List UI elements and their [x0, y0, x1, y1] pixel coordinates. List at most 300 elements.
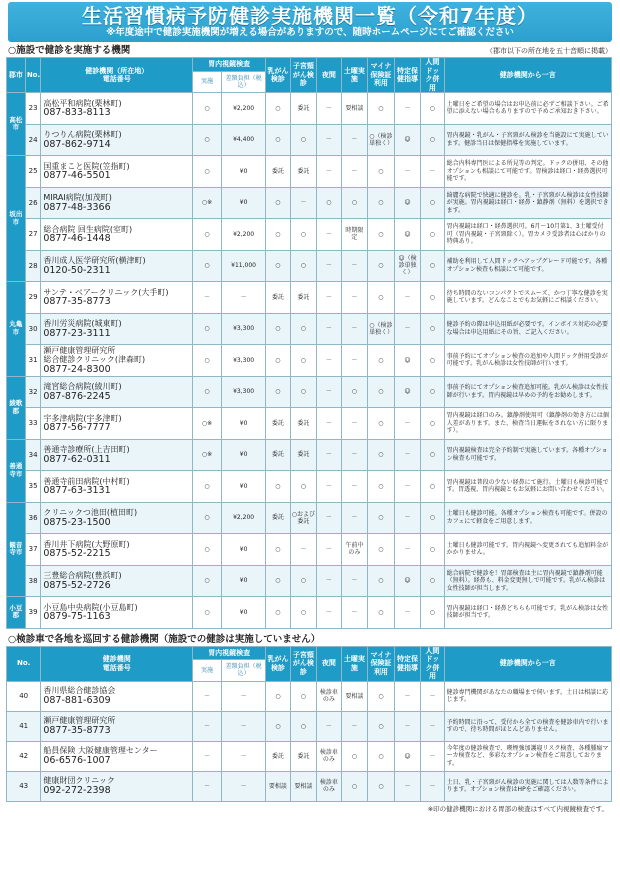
saturday-cell: 要相談	[341, 681, 368, 711]
endoscopy-cell: －	[193, 741, 222, 771]
col-fee: 差額負担（税込）	[221, 71, 265, 92]
night-cell: －	[317, 439, 341, 471]
endoscopy-cell: ○	[193, 219, 222, 251]
endoscopy-cell: ○※	[193, 187, 222, 219]
row-number: 30	[25, 313, 41, 345]
saturday-cell: －	[341, 711, 368, 741]
row-number: 26	[25, 187, 41, 219]
comment-cell: 土日、乳・子宮頸がん検診の実施に関しては人数等条件によります。オプション検査はHPをご確認ください。	[444, 771, 611, 801]
mynumber-cell: ○	[368, 471, 395, 503]
facility-name: 船員保険 大阪健康管理センター	[43, 746, 158, 756]
col-saturday: 土曜実施	[341, 58, 368, 93]
page-subtitle: ※年度途中で健診実施機関が増える場合がありますので、随時ホームページにてご確認ください	[106, 27, 514, 38]
uterine-cell: －	[290, 187, 317, 219]
fee-cell: －	[221, 282, 265, 314]
mynumber-cell: ○	[368, 282, 395, 314]
facility-tel: 087-881-6309	[43, 694, 111, 706]
uterine-cell: ○	[290, 597, 317, 629]
row-number: 34	[25, 439, 41, 471]
dock-cell: ○	[421, 219, 444, 251]
guidance-cell: －	[394, 502, 421, 534]
facility-table-body	[7, 93, 612, 629]
mynumber-cell: ○	[368, 93, 395, 125]
col-night: 夜間	[317, 58, 341, 93]
facility-tel: 0877-63-3131	[43, 485, 111, 496]
fee-cell: ¥2,200	[221, 219, 265, 251]
saturday-cell: 午前中のみ	[341, 534, 368, 566]
guidance-cell: －	[394, 597, 421, 629]
row-number: 38	[25, 565, 41, 597]
guidance-cell: －	[394, 471, 421, 503]
col-breast: 乳がん検診	[266, 58, 290, 93]
facility-tel: 0877-46-1448	[43, 233, 111, 244]
row-number: 39	[25, 597, 41, 629]
breast-cell: ○	[266, 681, 290, 711]
facility-tel: 0877-62-0311	[43, 453, 111, 465]
col2-breast: 乳がん検診	[266, 646, 290, 681]
mynumber-cell: ○	[368, 711, 395, 741]
endoscopy-cell: ○	[193, 376, 222, 408]
fee-cell: ¥3,300	[221, 313, 265, 345]
endoscopy-cell: ○	[193, 502, 222, 534]
facility-cell	[41, 282, 193, 314]
municipality-cell: 小豆郡	[7, 597, 26, 629]
table-row	[7, 376, 612, 408]
table-row	[7, 502, 612, 534]
row-number: 24	[25, 124, 41, 156]
guidance-cell: －	[394, 439, 421, 471]
facility-cell	[41, 376, 193, 408]
endoscopy-cell: ○	[193, 534, 222, 566]
guidance-cell: －	[394, 408, 421, 440]
night-cell: －	[317, 565, 341, 597]
dock-cell: ○	[421, 93, 444, 125]
night-cell: －	[317, 408, 341, 440]
uterine-cell: 要相談	[290, 771, 317, 801]
endoscopy-cell: ○	[193, 250, 222, 282]
row-number: 25	[25, 156, 41, 188]
fee-cell: －	[221, 771, 265, 801]
col-guidance: 特定保健指導	[394, 58, 421, 93]
guidance-cell: ☺	[394, 565, 421, 597]
dock-cell: ○	[421, 408, 444, 440]
saturday-cell: －	[341, 345, 368, 377]
facility-name: りつりん病院(栗林町)	[43, 130, 122, 139]
uterine-cell: 委託	[290, 439, 317, 471]
night-cell: －	[317, 250, 341, 282]
dock-cell: ○	[421, 597, 444, 629]
facility-tel: 092-272-2398	[43, 784, 111, 796]
facility-name: 宇多津病院(宇多津町)	[43, 413, 122, 423]
endoscopy-cell: ○※	[193, 408, 222, 440]
facility-cell	[41, 741, 193, 771]
dock-cell: ○	[421, 439, 444, 471]
comment-cell: 綺麗な病院で快適に健診を。乳・子宮頸がん検診は女性技師が実施。胃内視鏡は経口・経鼻・鎮静剤（無料）を選択できます。	[444, 187, 611, 219]
municipality-cell: 坂出市	[7, 156, 26, 282]
section1-note: （郡市以下の所在地を五十音順に掲載）	[486, 47, 612, 55]
facility-tel: 0877-24-8300	[43, 363, 111, 375]
dock-cell: ○	[421, 502, 444, 534]
breast-cell: ○	[266, 376, 290, 408]
endoscopy-cell: －	[193, 771, 222, 801]
facility-name: 小豆島中央病院(小豆島町)	[43, 602, 138, 612]
comment-cell: 事前予約にてオプション検査の追加や人間ドック併用受診が可能です。乳がん検診は女性技師が行います。	[444, 345, 611, 377]
uterine-cell: ○	[290, 711, 317, 741]
uterine-cell: ○	[290, 565, 317, 597]
facility-name: MIRAI病院(加茂町)	[43, 193, 112, 202]
breast-cell: ○	[266, 534, 290, 566]
row-number: 23	[25, 93, 41, 125]
breast-cell: 要相談	[266, 771, 290, 801]
night-cell: －	[317, 471, 341, 503]
mynumber-cell: ○	[368, 771, 395, 801]
fee-cell: ¥0	[221, 565, 265, 597]
dock-cell: －	[421, 711, 444, 741]
table-row	[7, 282, 612, 314]
mynumber-cell: ○	[368, 534, 395, 566]
night-cell: －	[317, 282, 341, 314]
row-number: 33	[25, 408, 41, 440]
facility-name: 高松平和病院(栗林町)	[43, 98, 122, 108]
facility-tel: 0875-52-2726	[43, 579, 111, 591]
col2-fee: 差額負担（税込）	[221, 660, 265, 681]
endoscopy-cell: ○	[193, 565, 222, 597]
saturday-cell: －	[341, 565, 368, 597]
facility-name: 善通寺前田病院(中村町)	[43, 476, 130, 486]
saturday-cell: ○	[341, 741, 368, 771]
uterine-cell: 委託	[290, 156, 317, 188]
facility-tel: 0877-23-3111	[43, 327, 111, 339]
row-number: 43	[7, 771, 41, 801]
guidance-cell: －	[394, 711, 421, 741]
col-municipality: 郡市	[7, 58, 26, 93]
breast-cell: ○	[266, 711, 290, 741]
fee-cell: ¥0	[221, 534, 265, 566]
guidance-cell: －	[394, 534, 421, 566]
facility-tel: 0877-56-7777	[43, 422, 111, 433]
facility-tel: 06-6576-1007	[43, 754, 111, 766]
facility-cell	[41, 313, 193, 345]
comment-cell: 事前予約にてオプション検査追加可能。乳がん検診は女性技師が行います。胃内視鏡は早めの予約をお勧めします。	[444, 376, 611, 408]
dock-cell: －	[421, 741, 444, 771]
fee-cell: －	[221, 741, 265, 771]
breast-cell: ○	[266, 313, 290, 345]
table-row	[7, 711, 612, 741]
row-number: 27	[25, 219, 41, 251]
mynumber-cell: ○	[368, 502, 395, 534]
night-cell: －	[317, 156, 341, 188]
mynumber-cell: ○	[368, 219, 395, 251]
table-row	[7, 156, 612, 188]
comment-cell: 胃内視鏡・乳がん・子宮頸がん検診を当施設にて実施しています。健診当日は保健指導を実施しています。	[444, 124, 611, 156]
facility-tel: 087-862-9714	[43, 138, 111, 150]
facility-name: クリニックつ池田(植田町)	[43, 508, 138, 517]
row-number: 42	[7, 741, 41, 771]
facility-tel: 0877-35-8773	[43, 296, 111, 307]
mynumber-cell: ○（検診単独く）	[368, 313, 395, 345]
table-row	[7, 345, 612, 377]
night-cell: －	[317, 313, 341, 345]
facility-cell	[41, 156, 193, 188]
uterine-cell: ○	[290, 376, 317, 408]
guidance-cell: ☺	[394, 741, 421, 771]
saturday-cell: －	[341, 156, 368, 188]
night-cell: 検診車のみ	[317, 771, 341, 801]
breast-cell: 委託	[266, 741, 290, 771]
col2-comment: 健診機関から一言	[444, 646, 611, 681]
dock-cell: ○	[421, 313, 444, 345]
comment-cell: 土曜日をご希望の場合はお申込前に必ずご相談下さい。ご希望に添えない場合もありますので予めご承知おき下さい。	[444, 93, 611, 125]
dock-cell: ○	[421, 187, 444, 219]
facility-tel: 0120-50-2311	[43, 264, 111, 276]
saturday-cell: －	[341, 439, 368, 471]
facility-cell	[41, 187, 193, 219]
dock-cell: －	[421, 681, 444, 711]
breast-cell: ○	[266, 250, 290, 282]
night-cell: ○	[317, 187, 341, 219]
uterine-cell: ○	[290, 250, 317, 282]
breast-cell: ○	[266, 93, 290, 125]
mobile-table	[6, 646, 612, 802]
facility-name: 瀬戸健康管理研究所 総合健診クリニック(津森町)	[43, 345, 146, 365]
endoscopy-cell: －	[193, 282, 222, 314]
dock-cell: ○	[421, 124, 444, 156]
col2-no: No.	[7, 646, 41, 681]
table-row	[7, 250, 612, 282]
facility-name: 健康財団クリニック	[43, 776, 115, 786]
breast-cell: 委託	[266, 282, 290, 314]
facility-cell	[41, 711, 193, 741]
comment-cell: 胃内視鏡は経口・経鼻選択可。6月～10月第1、3土曜受付可（胃内視鏡・子宮頸除く）。胃カメラ受診者は心ばかりの特典あり。	[444, 219, 611, 251]
uterine-cell: 委託	[290, 282, 317, 314]
row-number: 35	[25, 471, 41, 503]
col-comment: 健診機関から一言	[444, 58, 611, 93]
table-row	[7, 313, 612, 345]
mynumber-cell: ○	[368, 156, 395, 188]
dock-cell: －	[421, 771, 444, 801]
guidance-cell: －	[394, 313, 421, 345]
facility-cell	[41, 597, 193, 629]
comment-cell: 土曜日も健診可能。各種オプション検査も可能です。併設のカフェにて軽食をご用意します。	[444, 502, 611, 534]
fee-cell: －	[221, 681, 265, 711]
page-title: 生活習慣病予防健診実施機関一覧（令和7年度）	[82, 4, 538, 28]
facility-cell	[41, 124, 193, 156]
night-cell: －	[317, 219, 341, 251]
dock-cell: ○	[421, 534, 444, 566]
comment-cell: 胃内視鏡は経口・経鼻どちらも可能です。乳がん検診は女性技師が担当です。	[444, 597, 611, 629]
mynumber-cell: ○	[368, 408, 395, 440]
facility-cell	[41, 219, 193, 251]
facility-name: 三豊総合病院(豊浜町)	[43, 571, 122, 580]
facility-tel: 0877-46-5501	[43, 170, 111, 181]
municipality-cell: 高松市	[7, 93, 26, 156]
night-cell: －	[317, 376, 341, 408]
saturday-cell: －	[341, 313, 368, 345]
saturday-cell: 時期限定	[341, 219, 368, 251]
saturday-cell: －	[341, 408, 368, 440]
comment-cell: 総合病院で健診を！胃部検査は主に胃内視鏡で鎮静剤可能（無料）。経鼻も、料金変更無しで可能です。乳がん検診は女性技師が担当します。	[444, 565, 611, 597]
facility-name: 国重まこと医院(笠指町)	[43, 161, 130, 171]
night-cell: －	[317, 597, 341, 629]
night-cell: －	[317, 711, 341, 741]
col-name: 健診機関（所在地） 電話番号	[41, 58, 193, 93]
endoscopy-cell: －	[193, 711, 222, 741]
col2-night: 夜間	[317, 646, 341, 681]
uterine-cell: ○	[290, 124, 317, 156]
facility-tel: 0875-52-2215	[43, 548, 111, 559]
facility-cell	[41, 93, 193, 125]
endoscopy-cell: －	[193, 681, 222, 711]
section1-header	[8, 44, 612, 56]
row-number: 32	[25, 376, 41, 408]
facility-table	[6, 57, 612, 629]
mynumber-cell: ○	[368, 565, 395, 597]
endoscopy-cell: ○	[193, 597, 222, 629]
facility-cell	[41, 565, 193, 597]
breast-cell: ○	[266, 345, 290, 377]
col2-guidance: 特定保健指導	[394, 646, 421, 681]
row-number: 31	[25, 345, 41, 377]
fee-cell: ¥3,300	[221, 345, 265, 377]
table-row	[7, 408, 612, 440]
facility-tel: 087-833-8113	[43, 107, 111, 118]
saturday-cell: －	[341, 250, 368, 282]
saturday-cell: －	[341, 124, 368, 156]
facility-name: 滝宮総合病院(綾川町)	[43, 382, 122, 391]
table-row	[7, 597, 612, 629]
municipality-cell: 綾歌郡	[7, 376, 26, 439]
comment-cell: 待ち時間のないコンパクトでスムーズ、かつ丁寧な健診を実施しています。どんなことでもお気軽にご相談ください。	[444, 282, 611, 314]
col2-uterine: 子宮頸がん検診	[290, 646, 317, 681]
comment-cell: 補助を利用して人間ドックへアップグレード可能です。各種オプション検査も相談にて可能です。	[444, 250, 611, 282]
mynumber-cell: ○	[368, 376, 395, 408]
comment-cell: 胃内視鏡は経口のみ。鎮静剤使用可（鎮静剤の効き方には個人差があります。また、検査当日運転をされない方に限ります）。	[444, 408, 611, 440]
facility-name: サンテ・ベアークリニック(大手町)	[43, 287, 169, 297]
comment-cell: 総合内科専門医による所見等の判定。ドックの併用、その他オプションも相談にて可能です。胃検診は経口・経鼻選択可能です。	[444, 156, 611, 188]
fee-cell: ¥2,200	[221, 93, 265, 125]
section2-title: ○検診車で各地を巡回する健診機関（施設での健診は実施していません）	[8, 633, 321, 645]
table-row	[7, 771, 612, 801]
fee-cell: ¥0	[221, 471, 265, 503]
mynumber-cell: ○	[368, 187, 395, 219]
breast-cell: ○	[266, 565, 290, 597]
saturday-cell: －	[341, 502, 368, 534]
breast-cell: 委託	[266, 439, 290, 471]
saturday-cell: －	[341, 471, 368, 503]
uterine-cell: ○	[290, 313, 317, 345]
section1-title: ○施設で健診を実施する機関	[8, 45, 131, 56]
facility-name: 香川井下病院(大野原町)	[43, 539, 130, 549]
guidance-cell: ☺	[394, 219, 421, 251]
mynumber-cell: ○	[368, 741, 395, 771]
uterine-cell: －	[290, 534, 317, 566]
facility-cell	[41, 681, 193, 711]
facility-tel: 087-876-2245	[43, 390, 111, 402]
facility-name: 香川成人医学研究所(横津町)	[43, 256, 146, 265]
dock-cell: ○	[421, 471, 444, 503]
municipality-cell: 善通寺市	[7, 439, 26, 502]
guidance-cell: ☺	[394, 124, 421, 156]
night-cell: －	[317, 93, 341, 125]
table-row	[7, 124, 612, 156]
mynumber-cell: ○	[368, 439, 395, 471]
guidance-cell: ☺	[394, 187, 421, 219]
breast-cell: ○	[266, 597, 290, 629]
mynumber-cell: ○（検診単独く）	[368, 124, 395, 156]
mynumber-cell: ○	[368, 681, 395, 711]
saturday-cell: ○	[341, 771, 368, 801]
guidance-cell: ☺	[394, 345, 421, 377]
row-number: 40	[7, 681, 41, 711]
facility-cell	[41, 345, 193, 377]
facility-cell	[41, 771, 193, 801]
breast-cell: 委託	[266, 156, 290, 188]
row-number: 29	[25, 282, 41, 314]
uterine-cell: 委託	[290, 93, 317, 125]
col-no: No.	[25, 58, 41, 93]
comment-cell: 予約時間に沿って、受付から全ての検査を健診車内で行いますので、待ち時間がほとんどありません。	[444, 711, 611, 741]
guidance-cell: ☺	[394, 376, 421, 408]
endoscopy-cell: ○	[193, 156, 222, 188]
night-cell: －	[317, 502, 341, 534]
col2-dock: 人間ドック併用	[421, 646, 444, 681]
municipality-cell: 丸亀市	[7, 282, 26, 377]
breast-cell: ○	[266, 471, 290, 503]
endoscopy-cell: ○	[193, 93, 222, 125]
dock-cell: ○	[421, 376, 444, 408]
night-cell: －	[317, 345, 341, 377]
breast-cell: ○	[266, 124, 290, 156]
table-row	[7, 565, 612, 597]
col2-mynumber: マイナ保険証利用	[368, 646, 395, 681]
facility-tel: 0877-48-3366	[43, 201, 111, 213]
facility-cell	[41, 471, 193, 503]
guidance-cell: －	[394, 771, 421, 801]
col2-endoscopy-group: 胃内視鏡検査	[193, 646, 266, 660]
fee-cell: ¥4,400	[221, 124, 265, 156]
comment-cell: 健診予約の際は申込用紙が必要です。インボイス対応の必要な場合は申込用紙にその旨、ご記入ください。	[444, 313, 611, 345]
table-row	[7, 93, 612, 125]
table-row	[7, 534, 612, 566]
col-endoscopy-group: 胃内視鏡検査	[193, 58, 266, 72]
table-row	[7, 187, 612, 219]
facility-cell	[41, 502, 193, 534]
facility-tel: 0877-35-8773	[43, 724, 111, 736]
municipality-cell: 観音寺市	[7, 502, 26, 597]
col-uterine: 子宮頸がん検診	[290, 58, 317, 93]
night-cell: 検診車のみ	[317, 681, 341, 711]
table-row	[7, 219, 612, 251]
table-row	[7, 681, 612, 711]
uterine-cell: 委託	[290, 408, 317, 440]
night-cell: 検診車のみ	[317, 741, 341, 771]
endoscopy-cell: ○	[193, 124, 222, 156]
uterine-cell: ○	[290, 471, 317, 503]
breast-cell: ○	[266, 219, 290, 251]
breast-cell: 委託	[266, 502, 290, 534]
dock-cell: ○	[421, 282, 444, 314]
guidance-cell: ☺（検診単独く）	[394, 250, 421, 282]
uterine-cell: ○	[290, 681, 317, 711]
breast-cell: 委託	[266, 408, 290, 440]
dock-cell: ○	[421, 565, 444, 597]
title-banner	[8, 2, 612, 42]
fee-cell: －	[221, 711, 265, 741]
col2-name: 健診機関 電話番号	[41, 646, 193, 681]
dock-cell: ○	[421, 345, 444, 377]
comment-cell: 土曜日も健診可能です。胃内視鏡へ変更されても追加料金がかかりません。	[444, 534, 611, 566]
uterine-cell: ○	[290, 345, 317, 377]
